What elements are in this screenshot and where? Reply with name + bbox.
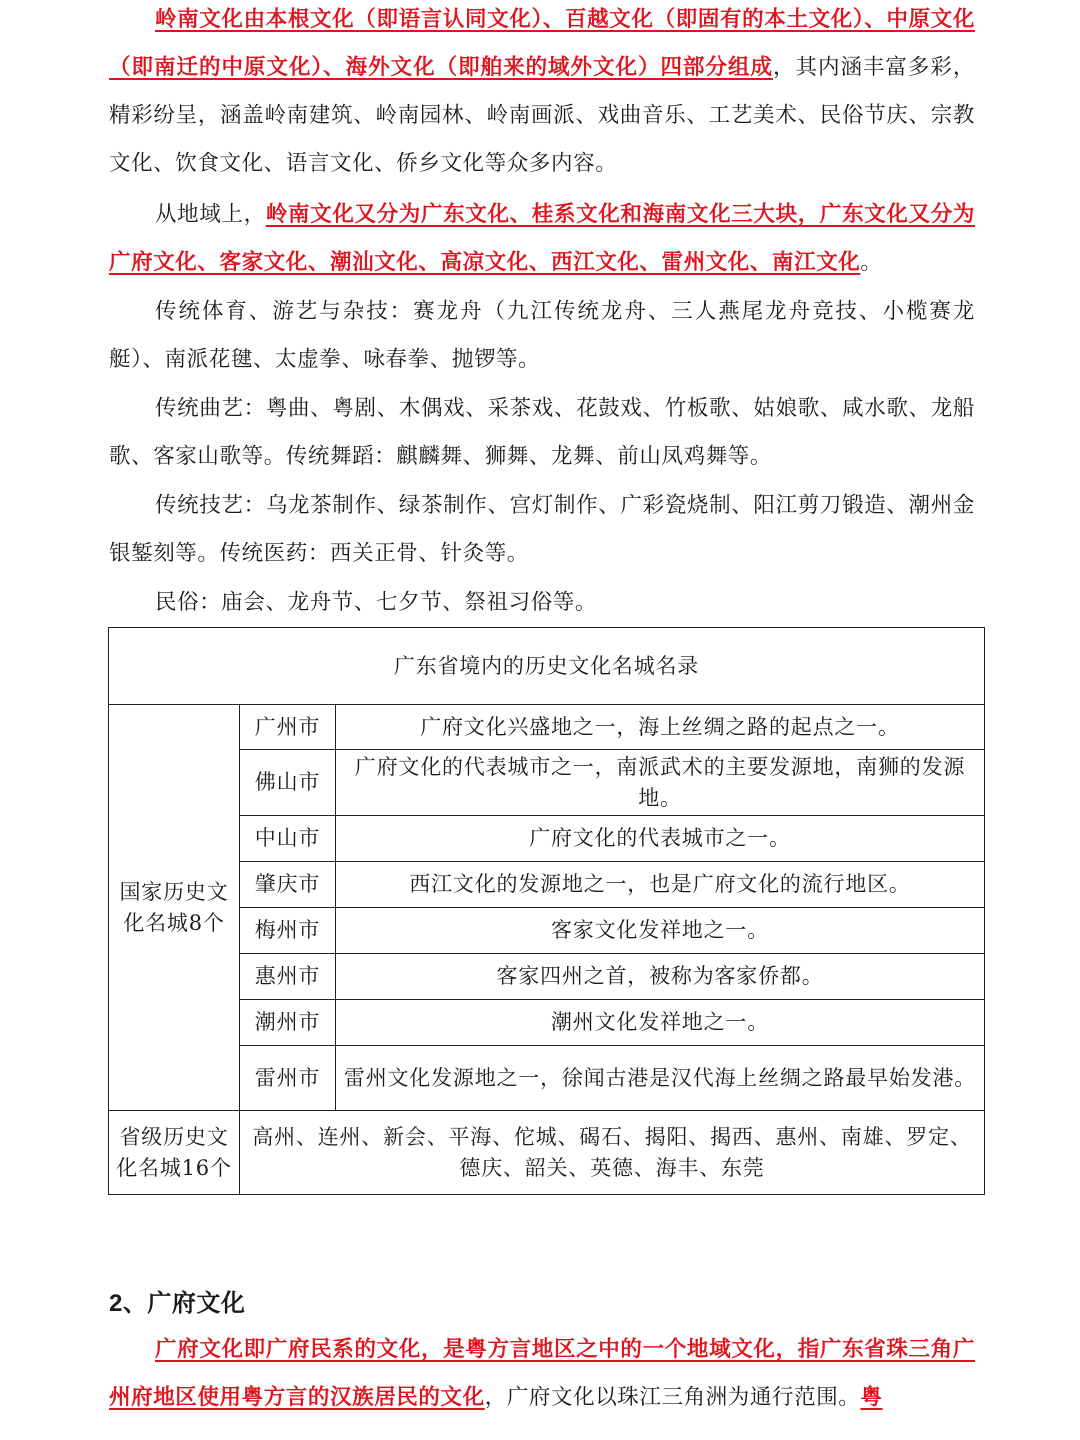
city-name: 梅州市 (240, 908, 336, 954)
provincial-cities-label: 省级历史文化名城16个 (109, 1111, 240, 1195)
city-description: 西江文化的发源地之一，也是广府文化的流行地区。 (336, 862, 985, 908)
highlight-text: 广东文化又分为广府文化、客家文化、潮汕文化、高凉文化、西江文化、雷州文化、南江文化 (109, 202, 976, 275)
city-description: 广府文化兴盛地之一，海上丝绸之路的起点之一。 (336, 705, 985, 750)
city-name: 广州市 (240, 705, 336, 750)
paragraph-sports: 传统体育、游艺与杂技：赛龙舟（九江传统龙舟、三人燕尾龙舟竞技、小榄赛龙艇）、南派花毽、太虚拳、咏春拳、抛锣等。 (109, 299, 975, 372)
city-description: 客家四州之首，被称为客家侨都。 (336, 954, 985, 1000)
table-row (109, 750, 985, 816)
table-row (109, 1000, 985, 1046)
body-text: 。 (860, 250, 883, 275)
city-name: 惠州市 (240, 954, 336, 1000)
city-description: 广府文化的代表城市之一，南派武术的主要发源地，南狮的发源地。 (336, 750, 985, 816)
paragraph-crafts-medicine: 传统技艺：乌龙茶制作、绿茶制作、宫灯制作、广彩瓷烧制、阳江剪刀锻造、潮州金银錾刻等。传统医药：西关正骨、针灸等。 (109, 493, 975, 566)
city-description: 客家文化发祥地之一。 (336, 908, 985, 954)
highlight-text: 岭南文化又分为广东文化、桂系文化和海南文化三大块 (265, 202, 798, 227)
table-row (109, 1111, 985, 1195)
body-text: ，广府文化以珠江三角洲为通行范围。 (484, 1385, 861, 1410)
table-caption: 广东省境内的历史文化名城名录 (109, 628, 985, 705)
provincial-cities-list: 高州、连州、新会、平海、佗城、碣石、揭阳、揭西、惠州、南雄、罗定、德庆、韶关、英德、海丰、东莞 (240, 1111, 985, 1195)
city-name: 肇庆市 (240, 862, 336, 908)
paragraph-guangfu-definition (109, 1326, 975, 1422)
paragraph-lingnan-composition (109, 0, 975, 188)
table-row (109, 954, 985, 1000)
highlight-text: 粤 (860, 1385, 883, 1410)
table-row (109, 816, 985, 862)
paragraph-regional-division (109, 191, 975, 287)
city-description: 广府文化的代表城市之一。 (336, 816, 985, 862)
table-caption-row (109, 628, 985, 705)
paragraph-folk-customs: 民俗：庙会、龙舟节、七夕节、祭祖习俗等。 (155, 590, 598, 615)
body-text: 从地域上， (155, 202, 266, 227)
city-name: 佛山市 (240, 750, 336, 816)
table-row (109, 705, 985, 750)
historic-cities-table (108, 627, 985, 1195)
city-description: 雷州文化发源地之一，徐闻古港是汉代海上丝绸之路最早始发港。 (336, 1046, 985, 1111)
body-text: ，其内涵丰富多彩，精彩纷呈，涵盖岭南建筑、岭南园林、岭南画派、戏曲音乐、工艺美术、民俗节庆、宗教文化、饮食文化、语言文化、侨乡文化等众多内容。 (109, 55, 975, 176)
highlight-text: 广府文化即广府民系的文化，是粤方言地区之中的一个地域文化，指广东省珠三角广州府地区使用粤方言的汉族居民的文化 (109, 1337, 975, 1410)
paragraph-opera-dance: 传统曲艺：粤曲、粤剧、木偶戏、采茶戏、花鼓戏、竹板歌、姑娘歌、咸水歌、龙船歌、客家山歌等。传统舞蹈：麒麟舞、狮舞、龙舞、前山凤鸡舞等。 (109, 396, 975, 469)
city-name: 潮州市 (240, 1000, 336, 1046)
city-name: 中山市 (240, 816, 336, 862)
national-cities-label: 国家历史文化名城8个 (109, 705, 240, 1111)
city-name: 雷州市 (240, 1046, 336, 1111)
city-description: 潮州文化发祥地之一。 (336, 1000, 985, 1046)
table-row (109, 1046, 985, 1111)
table-row (109, 862, 985, 908)
table-row (109, 908, 985, 954)
highlight-text: ， (797, 202, 820, 227)
section-heading: 2、广府文化 (109, 1290, 246, 1317)
highlight-text: 岭南文化由本根文化（即语言认同文化）、百越文化（即固有的本土文化）、中原文化（即南迁的中原文化）、海外文化（即舶来的域外文化）四部分组成 (109, 7, 975, 80)
